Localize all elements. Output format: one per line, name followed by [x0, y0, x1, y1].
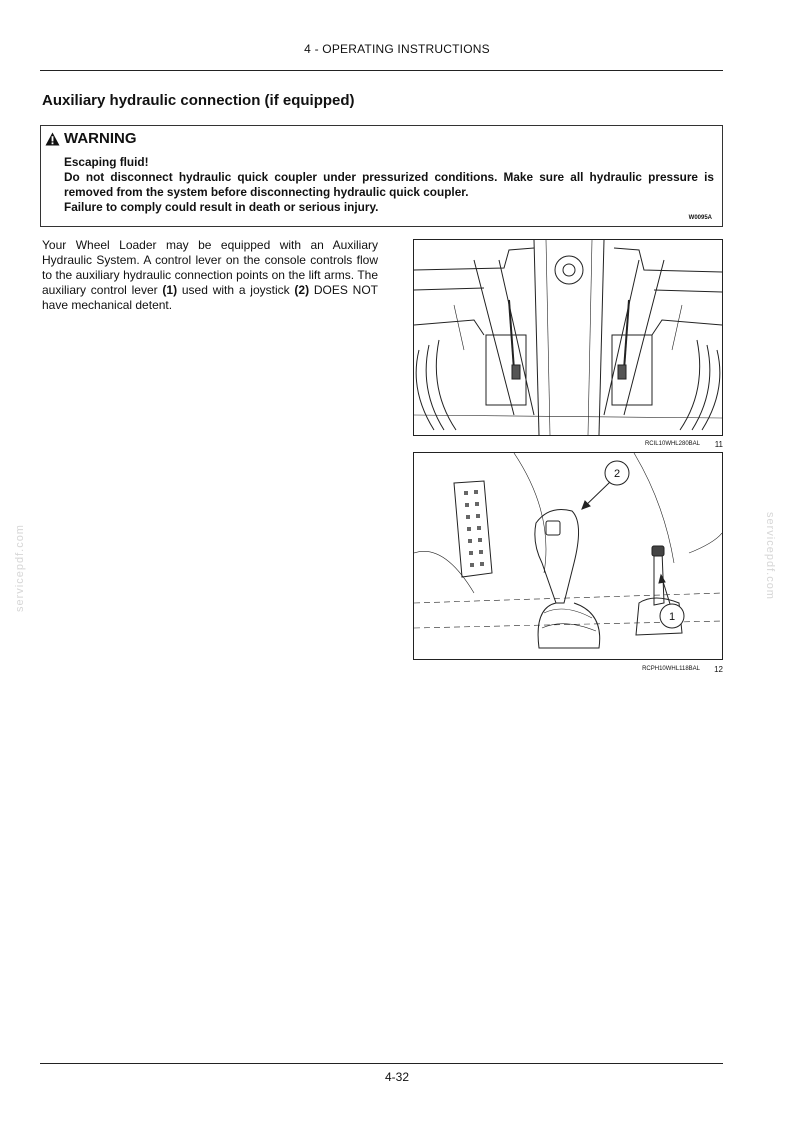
figure-12-number: 12	[714, 665, 723, 674]
lift-arms-illustration	[414, 240, 722, 435]
warning-triangle-icon	[45, 132, 60, 146]
warning-line-3: Failure to comply could result in death or serious injury.	[64, 200, 379, 214]
callout-1-label: 1	[668, 611, 676, 623]
body-paragraph	[42, 238, 378, 313]
body-text-b: used with a joystick	[177, 283, 295, 297]
watermark-left: servicepdf.com	[14, 524, 26, 612]
warning-heading	[45, 130, 137, 147]
warning-box	[40, 125, 723, 227]
page-number: 4-32	[384, 1070, 410, 1084]
warning-line-2: Do not disconnect hydraulic quick coupler under pressurized conditions. Make sure all hydraulic pressure is removed from the system before disconnecting hydraulic quick coupler.	[64, 170, 714, 199]
warning-heading-label: WARNING	[64, 130, 137, 147]
figure-12-caption: RCPH10WHL118BAL	[642, 666, 700, 672]
footer-divider	[40, 1063, 723, 1064]
callout-2-label: 2	[613, 468, 621, 480]
warning-text	[64, 155, 714, 215]
page-header: 4 - OPERATING INSTRUCTIONS	[304, 42, 490, 56]
body-text-c: DOES NOT have mechanical detent.	[42, 283, 379, 312]
section-title: Auxiliary hydraulic connection (if equipped)	[42, 92, 355, 109]
joystick-ref-2: (2)	[294, 283, 310, 297]
watermark-right: servicepdf.com	[764, 512, 776, 600]
joystick-illustration	[414, 453, 722, 659]
header-divider	[40, 70, 723, 71]
warning-line-1: Escaping fluid!	[64, 155, 149, 169]
figure-11-number: 11	[714, 440, 723, 449]
body-text-a: Your Wheel Loader may be equipped with an Auxiliary Hydraulic System. A control lever on the console controls flow to the auxiliary hydraulic connection points on the lift arms. The auxiliary control lever	[42, 238, 378, 297]
lever-ref-1: (1)	[162, 283, 178, 297]
figure-11-caption: RCIL10WHL280BAL	[644, 441, 700, 447]
figure-lift-arms	[413, 239, 723, 436]
figure-joystick	[413, 452, 723, 660]
warning-code: W0095A	[688, 215, 712, 221]
